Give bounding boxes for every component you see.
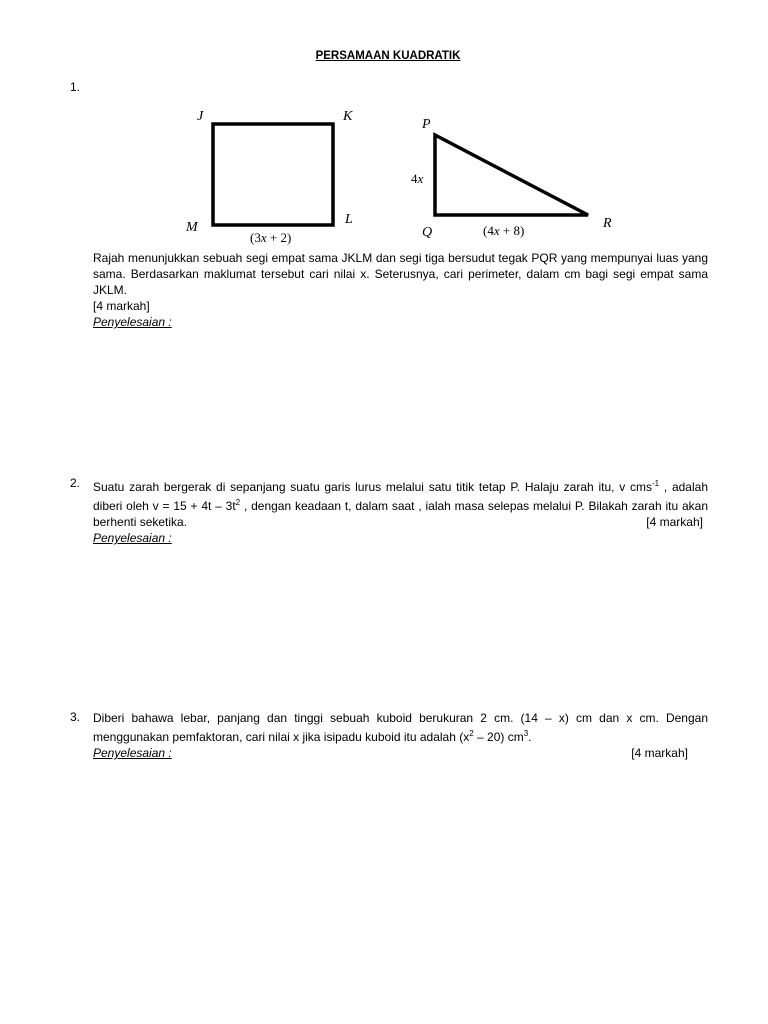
question-1-solution-label: Penyelesaian : <box>93 315 172 329</box>
triangle-height-label: 4x <box>411 171 424 186</box>
question-1-number: 1. <box>70 80 81 94</box>
question-2-marks: [4 markah] <box>646 515 703 529</box>
label-r: R <box>603 216 612 231</box>
triangle-pqr <box>435 135 588 215</box>
question-3-solution-label: Penyelesaian : <box>93 746 172 760</box>
question-3-marks: [4 markah] <box>631 746 688 760</box>
label-j: J <box>197 109 204 124</box>
question-2-number: 2. <box>70 476 81 490</box>
question-1-text: Rajah menunjukkan sebuah segi empat sama JKLM dan segi tiga bersudut tegak PQR yang mempunyai luas yang sama. Berdasarkan maklumat tersebut cari nilai x. Seterusnya, cari perimeter, dalam cm bagi segi empat sama JKLM. <box>93 251 708 297</box>
question-3-solution-row <box>93 745 708 761</box>
question-2-text: Suatu zarah bergerak di sepanjang suatu garis lurus melalui satu titik tetap P. Halaju zarah itu, v cms$^{-1}$ , adalah diberi oleh $v = 15 + 4t - 3t^2$ , dengan keadaan t, dalam saat , ialah masa selepas melalui P. Bilakah zarah itu akan berhenti seketika. <box>93 479 708 529</box>
question-3-number: 3. <box>70 710 81 724</box>
label-m: M <box>186 220 198 235</box>
question-2-solution-label: Penyelesaian : <box>93 531 172 545</box>
question-3-text: Diberi bahawa lebar, panjang dan tinggi sebuah kuboid berukuran 2 cm. (14 – x) cm dan x cm. Dengan menggunakan pemfaktoran, cari nilai x jika isipadu kuboid itu adalah $(x^2 - 20)$ $cm^3$. <box>93 711 708 744</box>
label-k: K <box>343 109 353 124</box>
page-title: PERSAMAAN KUADRATIK <box>315 50 461 62</box>
question-2-body <box>93 476 708 546</box>
label-p: P <box>422 117 431 132</box>
label-l: L <box>345 212 353 227</box>
question-1-body <box>93 250 708 330</box>
label-q: Q <box>422 225 433 240</box>
question-3-body <box>93 710 708 761</box>
square-side-label: (3x + 2) <box>250 230 292 245</box>
question-1-marks: [4 markah] <box>93 299 150 313</box>
square-jklm <box>213 124 333 225</box>
triangle-base-label: (4x + 8) <box>483 223 525 238</box>
